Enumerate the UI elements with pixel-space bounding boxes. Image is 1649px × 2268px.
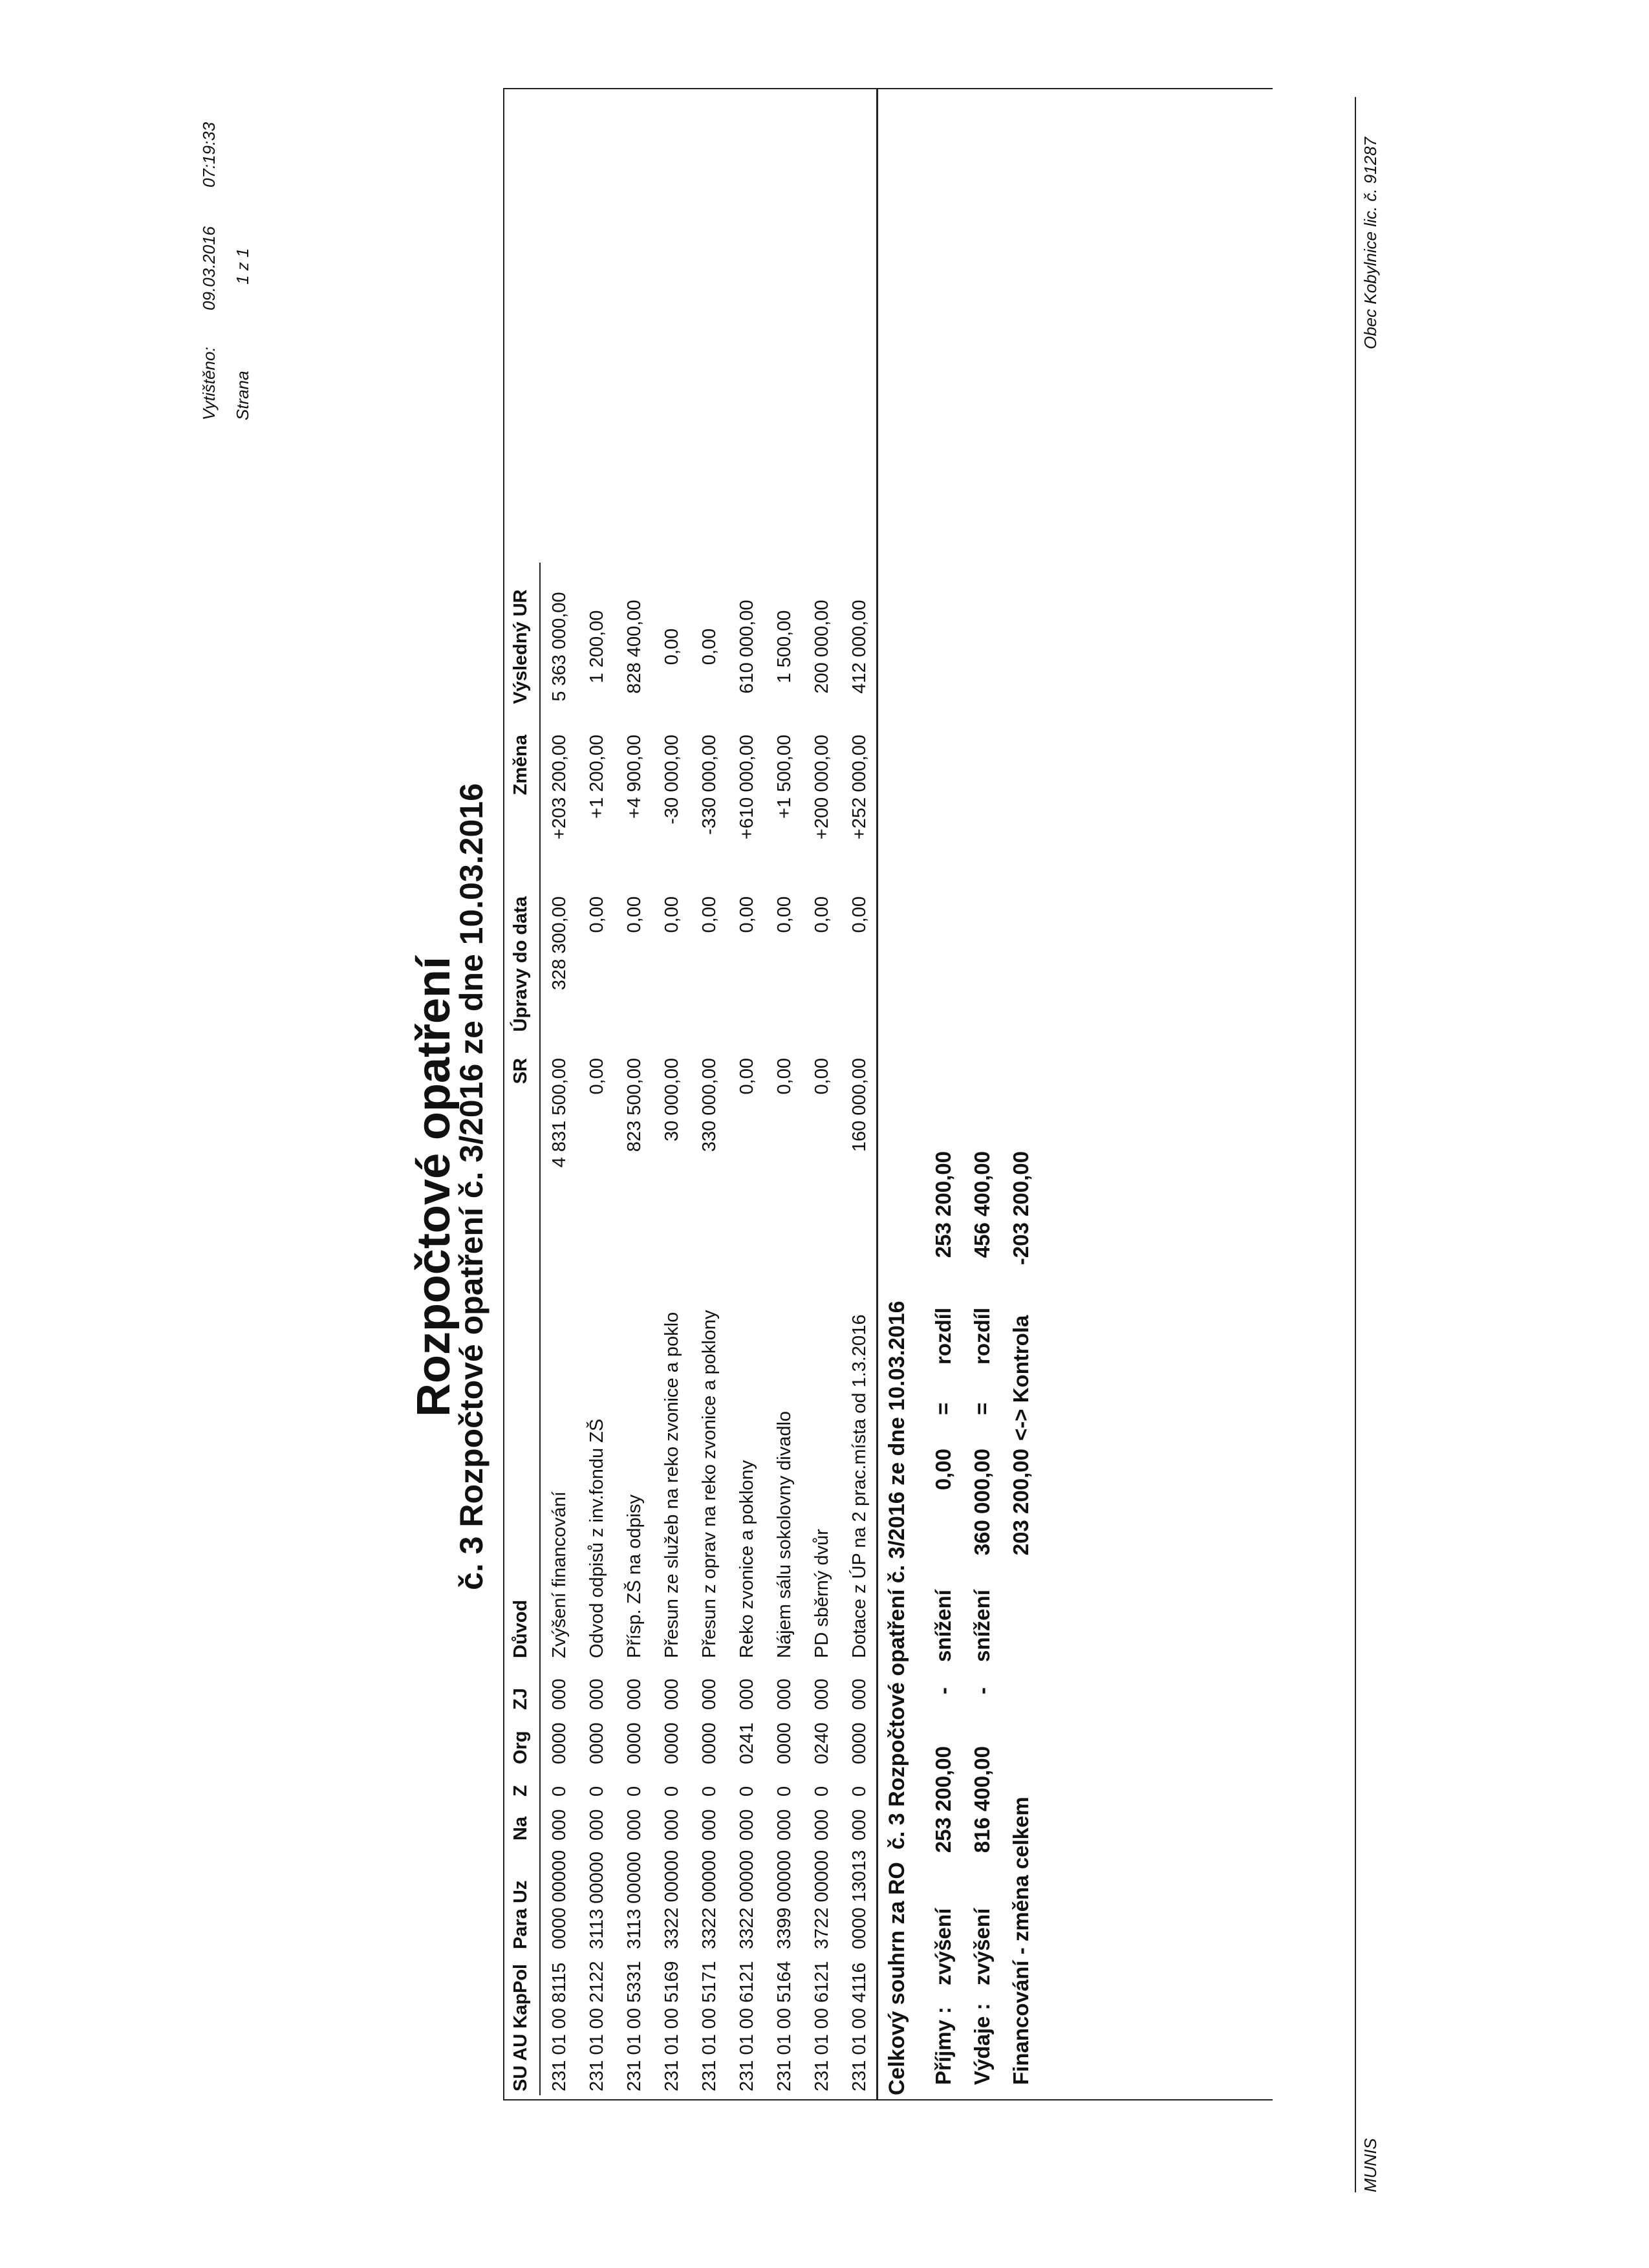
cell-zj: 000 bbox=[698, 1678, 720, 1710]
col-header-zj: ZJ bbox=[502, 1662, 540, 1714]
vydaje-dash: - bbox=[970, 1687, 994, 1694]
cell-zmena: +200 000,00 bbox=[811, 735, 832, 840]
col-header-upravy: Úpravy do data bbox=[502, 892, 540, 1054]
summary-title-right: č. 3 Rozpočtové opatření č. 3/2016 ze dne 10.03.2016 bbox=[885, 1301, 909, 1850]
printed-time: 07:19:33 bbox=[199, 122, 219, 188]
cell-sr: 0,00 bbox=[586, 1058, 607, 1095]
footer-left: MUNIS bbox=[1361, 2138, 1380, 2192]
cell-na: 000 bbox=[623, 1809, 645, 1841]
cell-z: 0 bbox=[736, 1786, 757, 1797]
col-header-na: Na bbox=[502, 1800, 540, 1844]
cell-zj: 000 bbox=[773, 1678, 795, 1710]
cell-sr: 4 831 500,00 bbox=[548, 1058, 570, 1168]
cell-z: 0 bbox=[698, 1786, 720, 1797]
cell-para-uz: 3322 00000 bbox=[698, 1850, 720, 1949]
col-header-z: Z bbox=[502, 1768, 540, 1800]
cell-z: 0 bbox=[661, 1786, 682, 1797]
prijmy-snizeni-label: snížení bbox=[931, 1590, 955, 1662]
printed-date: 09.03.2016 bbox=[199, 226, 219, 310]
document-page bbox=[194, 71, 1436, 2199]
cell-zmena: +610 000,00 bbox=[736, 735, 757, 840]
table-row bbox=[578, 563, 616, 2095]
cell-vysledny-ur: 5 363 000,00 bbox=[548, 592, 570, 702]
col-header-su-au-kappol: SU AU KapPol bbox=[502, 1953, 540, 2095]
vydaje-snizeni: 360 000,00 bbox=[970, 1449, 994, 1556]
cell-duvod: Nájem sálu sokolovny divadlo bbox=[773, 1410, 795, 1658]
footer-rule bbox=[1355, 97, 1356, 2192]
financovani-value: 203 200,00 bbox=[1009, 1449, 1033, 1556]
cell-upravy: 0,00 bbox=[586, 896, 607, 933]
cell-zj: 000 bbox=[548, 1678, 570, 1710]
cell-na: 000 bbox=[661, 1809, 682, 1841]
page-number: 1 z 1 bbox=[233, 248, 252, 285]
cell-duvod: Reko zvonice a poklony bbox=[736, 1460, 757, 1658]
cell-zmena: +252 000,00 bbox=[848, 735, 870, 840]
cell-z: 0 bbox=[586, 1786, 607, 1797]
cell-org: 0241 bbox=[736, 1722, 757, 1764]
cell-org: 0000 bbox=[548, 1722, 570, 1764]
cell-para-uz: 0000 13013 bbox=[848, 1850, 870, 1949]
cell-zmena: +1 200,00 bbox=[586, 735, 607, 819]
cell-duvod: Zvýšení financování bbox=[548, 1491, 570, 1658]
cell-zj: 000 bbox=[736, 1678, 757, 1710]
cell-org: 0000 bbox=[848, 1722, 870, 1764]
cell-para-uz: 3113 00000 bbox=[623, 1851, 645, 1949]
cell-sr: 823 500,00 bbox=[623, 1058, 645, 1152]
page-title: Rozpočtové opatření bbox=[408, 956, 460, 1418]
prijmy-rozdil-label: rozdíl bbox=[931, 1308, 955, 1365]
cell-na: 000 bbox=[773, 1809, 795, 1841]
cell-su-au-kappol: 231 01 00 5164 bbox=[773, 1961, 795, 2091]
cell-vysledny-ur: 200 000,00 bbox=[811, 599, 832, 694]
vydaje-eq: = bbox=[970, 1402, 994, 1415]
kontrola-value: -203 200,00 bbox=[1009, 1151, 1033, 1266]
cell-vysledny-ur: 412 000,00 bbox=[848, 599, 870, 694]
budget-table bbox=[502, 563, 878, 2095]
frame-line-right bbox=[503, 88, 1273, 89]
cell-org: 0000 bbox=[698, 1722, 720, 1764]
printed-label: Vytištěno: bbox=[199, 347, 219, 420]
cell-sr: 0,00 bbox=[736, 1058, 757, 1095]
cell-su-au-kappol: 231 01 00 4116 bbox=[848, 1962, 870, 2091]
cell-duvod: Přísp. ZŠ na odpisy bbox=[623, 1494, 645, 1658]
cell-sr: 0,00 bbox=[811, 1058, 832, 1095]
cell-para-uz: 3322 00000 bbox=[736, 1850, 757, 1949]
cell-su-au-kappol: 231 01 00 5171 bbox=[698, 1961, 720, 2091]
footer-right: Obec Kobylnice lic. č. 91287 bbox=[1361, 136, 1380, 349]
cell-zj: 000 bbox=[586, 1678, 607, 1710]
table-row bbox=[653, 563, 691, 2095]
cell-zj: 000 bbox=[848, 1678, 870, 1710]
cell-sr: 160 000,00 bbox=[848, 1058, 870, 1152]
cell-zmena: -30 000,00 bbox=[661, 735, 682, 825]
cell-su-au-kappol: 231 01 00 5169 bbox=[661, 1961, 682, 2091]
cell-para-uz: 3722 00000 bbox=[811, 1850, 832, 1949]
col-header-zmena: Změna bbox=[502, 731, 540, 892]
table-header-row bbox=[502, 563, 540, 2095]
cell-sr: 330 000,00 bbox=[698, 1058, 720, 1152]
cell-su-au-kappol: 231 01 00 2122 bbox=[586, 1961, 607, 2091]
vydaje-rozdil: 456 400,00 bbox=[970, 1151, 994, 1258]
cell-zmena: -330 000,00 bbox=[698, 735, 720, 835]
cell-su-au-kappol: 231 01 00 6121 bbox=[811, 1961, 832, 2091]
cell-vysledny-ur: 0,00 bbox=[661, 628, 682, 665]
cell-na: 000 bbox=[548, 1809, 570, 1841]
table-row bbox=[803, 563, 841, 2095]
vydaje-snizeni-label: snížení bbox=[970, 1590, 994, 1662]
cell-na: 000 bbox=[848, 1809, 870, 1841]
cell-na: 000 bbox=[586, 1809, 607, 1841]
cell-org: 0000 bbox=[773, 1722, 795, 1764]
col-header-vysledny-ur: Výsledný UR bbox=[502, 563, 540, 731]
table-row bbox=[728, 563, 766, 2095]
cell-zmena: +1 500,00 bbox=[773, 735, 795, 819]
table-row bbox=[616, 563, 653, 2095]
cell-duvod: Přesun ze služeb na reko zvonice a poklo bbox=[661, 1312, 682, 1658]
page-subtitle: č. 3 Rozpočtové opatření č. 3/2016 ze dne 10.03.2016 bbox=[453, 783, 490, 1590]
cell-upravy: 0,00 bbox=[698, 896, 720, 933]
cell-duvod: Odvod odpisů z inv.fondu ZŠ bbox=[586, 1418, 607, 1658]
cell-z: 0 bbox=[848, 1786, 870, 1797]
cell-para-uz: 3113 00000 bbox=[586, 1851, 607, 1949]
cell-z: 0 bbox=[811, 1786, 832, 1797]
col-header-org: Org bbox=[502, 1714, 540, 1768]
cell-duvod: PD sběrný dvůr bbox=[811, 1529, 832, 1658]
kontrola-label: <-> Kontrola bbox=[1009, 1315, 1033, 1441]
prijmy-zvyseni-label: zvýšení bbox=[931, 1908, 955, 1985]
cell-duvod: Přesun z oprav na reko zvonice a poklony bbox=[698, 1310, 720, 1658]
cell-su-au-kappol: 231 01 00 8115 bbox=[548, 1962, 570, 2091]
cell-na: 000 bbox=[811, 1809, 832, 1841]
cell-vysledny-ur: 0,00 bbox=[698, 628, 720, 665]
cell-zmena: +203 200,00 bbox=[548, 735, 570, 840]
table-row bbox=[766, 563, 803, 2095]
col-header-duvod: Důvod bbox=[502, 1209, 540, 1662]
cell-sr: 0,00 bbox=[773, 1058, 795, 1095]
cell-zmena: +4 900,00 bbox=[623, 735, 645, 819]
table-row bbox=[540, 563, 578, 2095]
cell-su-au-kappol: 231 01 00 6121 bbox=[736, 1961, 757, 2091]
cell-z: 0 bbox=[548, 1786, 570, 1797]
prijmy-label: Příjmy : bbox=[931, 2006, 955, 2085]
cell-para-uz: 0000 00000 bbox=[548, 1850, 570, 1949]
cell-upravy: 0,00 bbox=[661, 896, 682, 933]
cell-zj: 000 bbox=[811, 1678, 832, 1710]
col-header-para-uz: Para Uz bbox=[502, 1844, 540, 1953]
cell-zj: 000 bbox=[661, 1678, 682, 1710]
cell-vysledny-ur: 610 000,00 bbox=[736, 599, 757, 694]
prijmy-rozdil: 253 200,00 bbox=[931, 1151, 955, 1258]
cell-para-uz: 3399 00000 bbox=[773, 1850, 795, 1949]
cell-org: 0000 bbox=[623, 1722, 645, 1764]
cell-vysledny-ur: 1 500,00 bbox=[773, 610, 795, 684]
cell-upravy: 0,00 bbox=[773, 896, 795, 933]
cell-org: 0000 bbox=[586, 1722, 607, 1764]
cell-zj: 000 bbox=[623, 1678, 645, 1710]
cell-na: 000 bbox=[698, 1809, 720, 1841]
cell-upravy: 0,00 bbox=[736, 896, 757, 933]
vydaje-zvyseni-label: zvýšení bbox=[970, 1908, 994, 1985]
vydaje-rozdil-label: rozdíl bbox=[970, 1308, 994, 1365]
prijmy-snizeni: 0,00 bbox=[931, 1449, 955, 1491]
page-label: Strana bbox=[233, 371, 252, 420]
cell-upravy: 328 300,00 bbox=[548, 896, 570, 991]
financovani-label: Financování - změna celkem bbox=[1009, 1797, 1033, 2085]
cell-upravy: 0,00 bbox=[623, 896, 645, 933]
cell-vysledny-ur: 1 200,00 bbox=[586, 610, 607, 684]
cell-na: 000 bbox=[736, 1809, 757, 1841]
prijmy-zvyseni: 253 200,00 bbox=[931, 1746, 955, 1853]
cell-upravy: 0,00 bbox=[848, 896, 870, 933]
cell-duvod: Dotace z ÚP na 2 prac.místa od 1.3.2016 bbox=[848, 1314, 870, 1658]
cell-org: 0240 bbox=[811, 1722, 832, 1764]
vydaje-zvyseni: 816 400,00 bbox=[970, 1746, 994, 1853]
table-row bbox=[691, 563, 728, 2095]
cell-org: 0000 bbox=[661, 1722, 682, 1764]
cell-upravy: 0,00 bbox=[811, 896, 832, 933]
cell-para-uz: 3322 00000 bbox=[661, 1850, 682, 1949]
cell-z: 0 bbox=[773, 1786, 795, 1797]
frame-line-left bbox=[503, 2099, 1273, 2101]
cell-sr: 30 000,00 bbox=[661, 1058, 682, 1142]
table-row bbox=[841, 563, 878, 2095]
col-header-sr: SR bbox=[502, 1054, 540, 1209]
cell-vysledny-ur: 828 400,00 bbox=[623, 599, 645, 694]
cell-su-au-kappol: 231 01 00 5331 bbox=[623, 1961, 645, 2091]
vydaje-label: Výdaje : bbox=[970, 2003, 994, 2085]
prijmy-eq: = bbox=[931, 1402, 955, 1415]
summary-title-left: Celkový souhrn za RO bbox=[885, 1862, 909, 2095]
cell-z: 0 bbox=[623, 1786, 645, 1797]
prijmy-dash: - bbox=[931, 1687, 955, 1694]
